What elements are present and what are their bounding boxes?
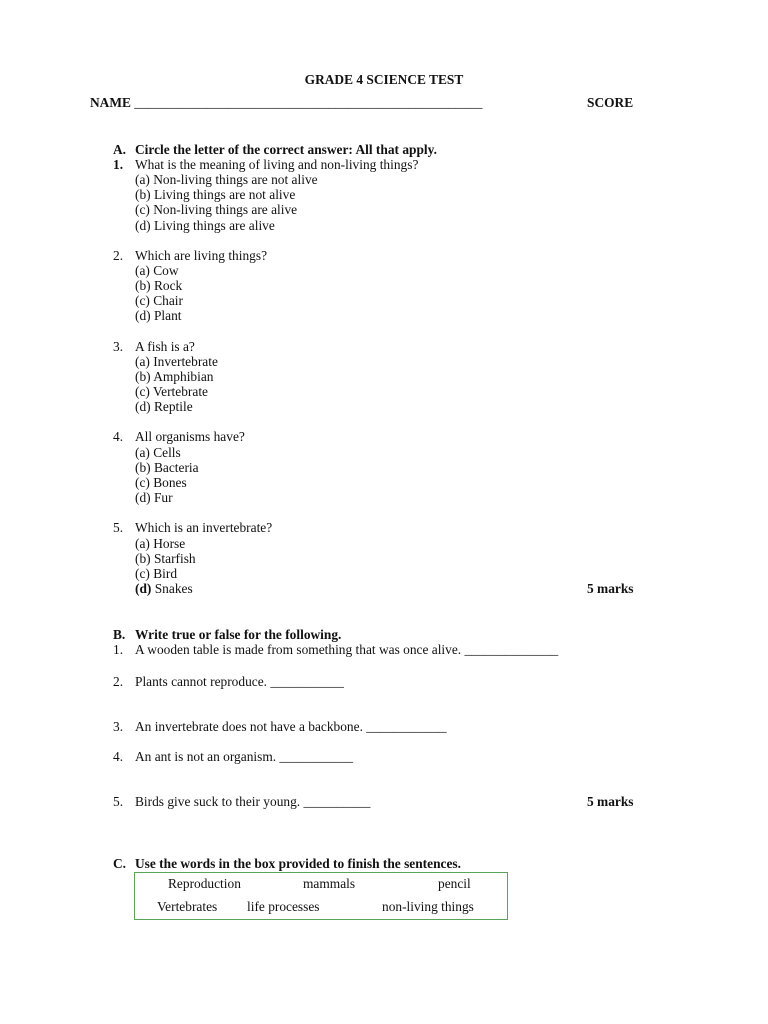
word-bank-item: life processes [247,899,320,914]
answer-option[interactable]: (a) Cells [135,445,181,460]
name-label: NAME [90,95,131,110]
word-bank-item: Reproduction [168,876,241,891]
answer-option[interactable]: (a) Non-living things are not alive [135,172,318,187]
answer-option[interactable]: (d) Reptile [135,399,193,414]
name-field[interactable] [90,95,482,110]
answer-option[interactable]: (d) Plant [135,308,182,323]
question-text: Which are living things? [135,248,268,263]
answer-option[interactable]: (a) Invertebrate [135,354,218,369]
statement-number: 3. [113,719,124,734]
score-label: SCORE [587,95,634,110]
answer-option[interactable]: (b) Starfish [135,551,196,566]
answer-option[interactable] [135,581,193,596]
word-bank-item: Vertebrates [157,899,218,914]
statement-number: 2. [113,674,124,689]
statement-number: 4. [113,749,124,764]
section-b-instruction: Write true or false for the following. [135,627,342,642]
answer-option[interactable]: (b) Living things are not alive [135,187,296,202]
question-number: 5. [113,520,124,535]
true-false-statement[interactable]: An ant is not an organism. ___________ [135,749,354,764]
answer-option[interactable]: (b) Bacteria [135,460,199,475]
question-number: 2. [113,248,124,263]
question-number: 3. [113,339,124,354]
section-c-letter: C. [113,856,127,871]
answer-option[interactable]: (a) Horse [135,536,186,551]
true-false-statement[interactable]: Birds give suck to their young. __________ [135,794,371,809]
page-title: GRADE 4 SCIENCE TEST [304,72,464,87]
section-c-instruction: Use the words in the box provided to finish the sentences. [135,856,461,871]
question-text: All organisms have? [135,429,245,444]
section-a-instruction: Circle the letter of the correct answer: All that apply. [135,142,437,157]
section-b-marks: 5 marks [587,794,634,809]
section-b-letter: B. [113,627,126,642]
question-text: Which is an invertebrate? [135,520,273,535]
answer-option[interactable]: (c) Chair [135,293,183,308]
statement-number: 1. [113,642,124,657]
section-a-marks: 5 marks [587,581,634,596]
option-text: Snakes [154,581,193,596]
name-blank[interactable]: ____________________________________________________ [134,95,483,110]
answer-option[interactable]: (b) Rock [135,278,183,293]
question-text: What is the meaning of living and non-living things? [135,157,419,172]
true-false-statement[interactable]: Plants cannot reproduce. ___________ [135,674,344,689]
answer-option[interactable]: (c) Vertebrate [135,384,208,399]
answer-option[interactable]: (d) Living things are alive [135,218,275,233]
word-bank-item: non-living things [382,899,474,914]
statement-number: 5. [113,794,124,809]
question-text: A fish is a? [135,339,195,354]
question-number: 1. [113,157,124,172]
true-false-statement[interactable]: An invertebrate does not have a backbone. ____________ [135,719,447,734]
word-bank-item: mammals [303,876,356,891]
section-a-letter: A. [113,142,127,157]
word-bank-box [134,872,508,920]
answer-option[interactable]: (d) Fur [135,490,173,505]
true-false-statement[interactable]: A wooden table is made from something that was once alive. ______________ [135,642,559,657]
answer-option[interactable]: (a) Cow [135,263,179,278]
question-number: 4. [113,429,124,444]
answer-option[interactable]: (c) Bones [135,475,187,490]
answer-option[interactable]: (b) Amphibian [135,369,214,384]
answer-option[interactable]: (c) Bird [135,566,178,581]
answer-option[interactable]: (c) Non-living things are alive [135,202,298,217]
word-bank-item: pencil [438,876,471,891]
option-letter: (d) [135,581,152,596]
